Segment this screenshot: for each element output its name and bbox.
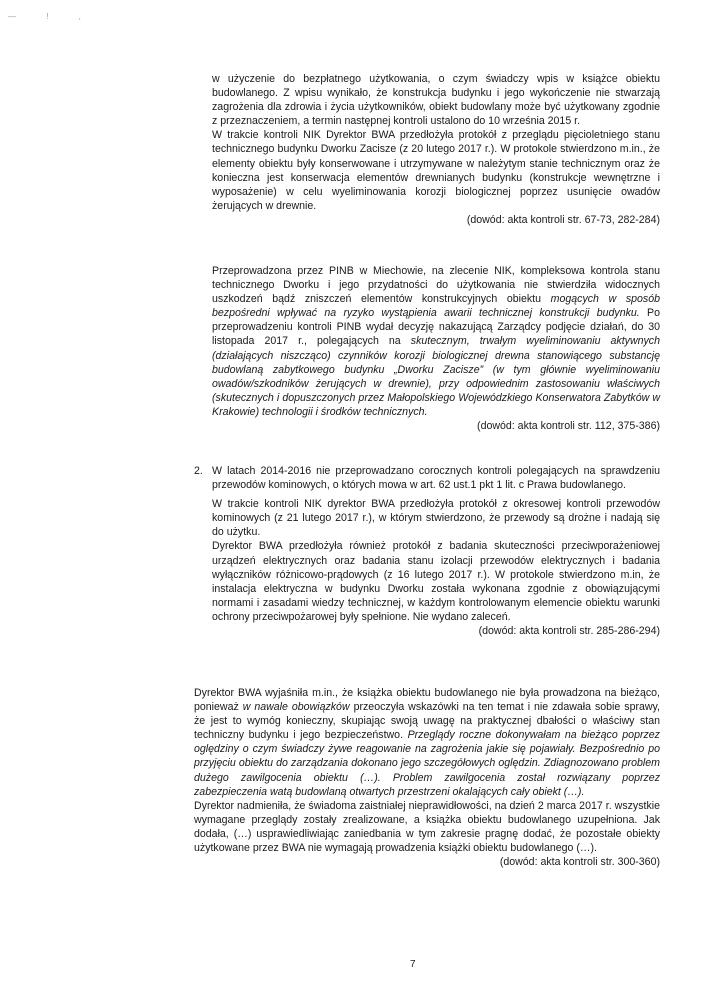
paragraph-text	[194, 686, 660, 799]
text-span: Dyrektor BWA wyjaśniła m.in., że książka obiektu budowlanego nie była prowadzona na bieżąco, ponieważ	[194, 687, 660, 714]
evidence-reference: (dowód: akta kontroli str. 112, 375-386)	[477, 420, 660, 433]
item-text: W latach 2014-2016 nie przeprowadzano corocznych kontroli polegających na sprawdzeniu przewodów kominowych, o których mowa w art. 62 ust.1 pkt 1 lit. c Prawa budowlanego.	[212, 465, 660, 492]
text-span: przeoczyła wskazówki na ten temat i nie zdawała sobie sprawy, że jest to wymóg konieczny, skupiając swoją uwagę na praktycznej dbałości o właściwy stan techniczny budynku i jego bezpieczeństwo.	[194, 701, 660, 742]
italic-quote: Przeglądy roczne dokonywałam na bieżąco poprzez oględziny o czym świadczy żywe reagowanie na zagrożenia jakie się pojawiały. Bezpośrednio po przyjęciu obiektu do zarządzania dokonano jego szczegółowych oględzin. Zdiagnozowano problem dużego zawilgocenia obiektu (…). Problem zawilgocenia został rozwiązany poprzez zabezpieczenia watą budowlaną otwartych przestrzeni okalających cały obiekt (…).	[194, 729, 660, 798]
paragraph-pinb-inspection	[212, 264, 660, 433]
italic-quote: mogących w sposób bezpośredni wpływać na ryzyko wystąpienia awarii technicznej konstrukcji budynku.	[212, 293, 661, 320]
evidence-reference: (dowód: akta kontroli str. 300-360)	[499, 856, 660, 869]
italic-quote: w nawale obowiązków	[242, 701, 350, 714]
text-span: Po przeprowadzeniu kontroli PINB wydał decyzję nakazującą Zarządcy podjęcie działań, do 30 listopada 2017 r., polegających na	[212, 307, 660, 348]
italic-quote: skutecznym, trwałym wyeliminowaniu aktywnych (działających niszcząco) czynników korozji biologicznej drewna stanowiącego substancję budowlaną zabytkowego budynku „Dworku Zacisze” (w tym głównie wyeliminowaniu owadów/szkodników żerujących w drewnie), przy odpowiednim zastosowaniu właściwych (skutecznych i dopuszczonych przez Małopolskiego Wojewódzkiego Konserwatora Zabytków w Krakowie) technologii i środków technicznych.	[212, 335, 660, 418]
paragraph-director-explanation	[194, 686, 660, 869]
item-number: 2.	[194, 465, 203, 477]
paragraph-text: Dyrektor nadmieniła, że świadoma zaistniałej nieprawidłowości, na dzień 2 marca 2017 r. wszystkie wymagane przeglądy zostały zrealizowane, a książka obiektu budowlanego uzupełniona. Jak dodała, (…) usprawiedliwiając zaniedbania w tym zakresie pragnę dodać, że pozostałe obiekty użytkowane przez BWA nie wymagają prowadzenia książki obiektu budowlanego (…).	[194, 799, 660, 855]
paragraph-text	[212, 264, 660, 419]
text-span: Przeprowadzona przez PINB w Miechowie, na zlecenie NIK, kompleksowa kontrola stanu technicznego Dworku i jego przydatności do użytkowania nie stwierdziła widocznych uszkodzeń bądź zniszczeń elementów konstrukcyjnych obiektu	[212, 265, 660, 306]
evidence-reference: (dowód: akta kontroli str. 67-73, 282-284)	[466, 213, 660, 226]
paragraph-book-entry	[212, 72, 660, 227]
evidence-reference: (dowód: akta kontroli str. 285-286-294)	[478, 625, 660, 638]
paragraph-text: Dyrektor BWA przedłożyła również protokół z badania skuteczności przeciwporażeniowej urządzeń elektrycznych oraz badania stanu izolacji przewodów elektrycznych i badania wyłączników różnicowo-prądowych (z 16 lutego 2017 r.). W protokole stwierdzono m.in, że instalacja elektryczna w budynku Dworku została wykonana zgodnie z obowiązującymi normami i zasadami wiedzy technicznej, w każdym kontrolowanym elemencie obiektu warunki ochrony przeciwpożarowej były spełnione. Nie wydano zaleceń.	[212, 540, 660, 623]
paragraph-text: w użyczenie do bezpłatnego użytkowania, o czym świadczy wpis w książce obiektu budowlanego. Z wpisu wynikało, że konstrukcja budynku i jego wykończenie nie stwarzają zagrożenia dla zdrowia i życia użytkowników, obiekt budowlany może być użytkowany zgodnie z przeznaczeniem, a termin następnej kontroli ustalono do 10 września 2015 r.	[212, 73, 660, 128]
header-marks: — ! ,	[8, 12, 95, 21]
paragraph-text: W trakcie kontroli NIK Dyrektor BWA przedłożyła protokół z przeglądu pięcioletniego stanu technicznego budynku Dworku Zacisze (z 20 lutego 2017 r.). W protokole stwierdzono m.in., że elementy obiektu były konserwowane i utrzymywane w należytym stanie technicznym oraz że konieczna jest konserwacja elementów drewnianych budynku (konstrukcje wewnętrzne i wyposażenie) w celu wyeliminowania korozji biologicznej poprzez usunięcie owadów żerujących w drewnie.	[212, 129, 660, 212]
page-number: 7	[410, 959, 416, 970]
paragraph-text: W trakcie kontroli NIK dyrektor BWA przedłożyła protokół z okresowej kontroli przewodów kominowych (z 21 lutego 2017 r.), w którym stwierdzono, że przewody są drożne i nadają się do użytku.	[212, 498, 660, 539]
numbered-item-2	[194, 464, 660, 638]
